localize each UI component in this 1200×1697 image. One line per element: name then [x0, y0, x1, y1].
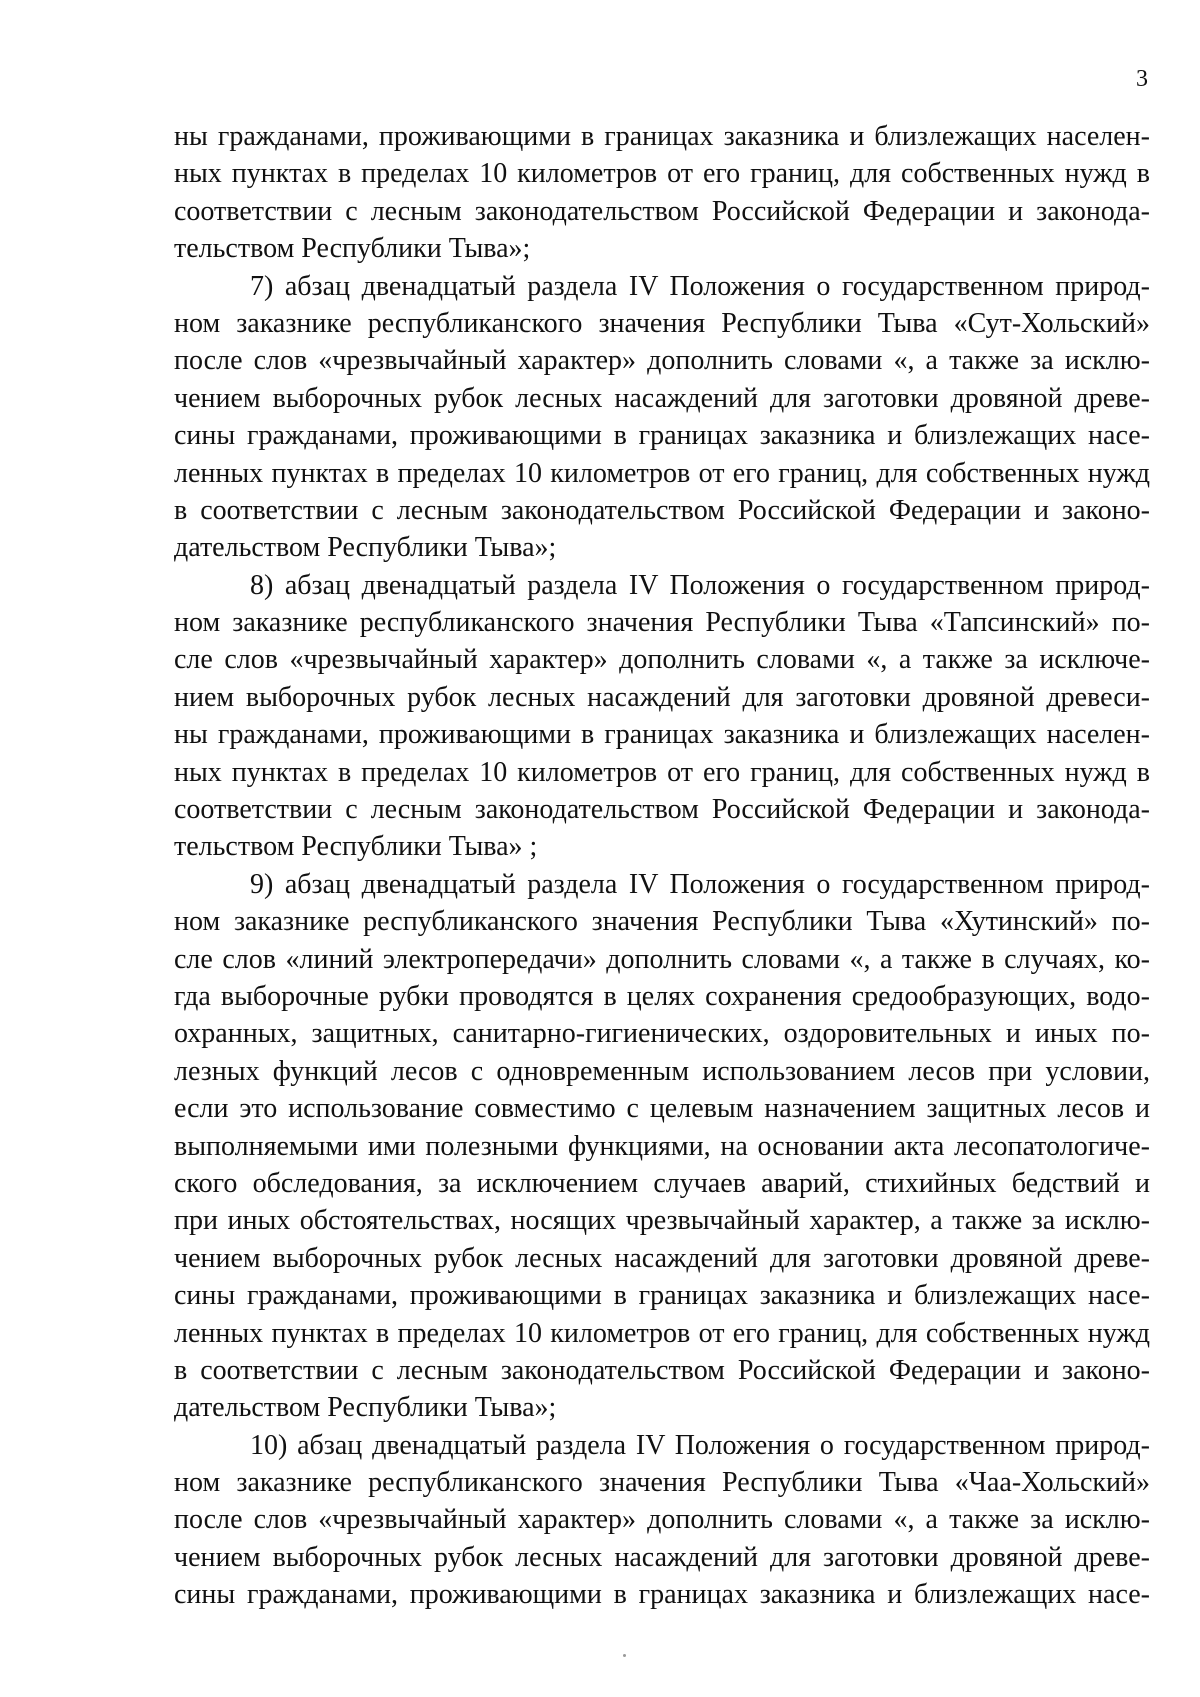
text-line: ном заказнике республиканского значения Республики Тыва «Тапсинский» по- — [174, 607, 1150, 639]
paragraph-4 — [174, 866, 1150, 1427]
text-line: дательством Республики Тыва»; — [174, 1392, 557, 1424]
text-line: после слов «чрезвычайный характер» дополнить словами «, а также за исклю- — [174, 1504, 1150, 1536]
text-line: ского обследования, за исключением случаев аварий, стихийных бедствий и — [174, 1167, 1150, 1199]
text-line: охранных, защитных, санитарно-гигиенических, оздоровительных и иных по- — [174, 1018, 1150, 1050]
text-line: при иных обстоятельствах, носящих чрезвычайный характер, а также за исклю- — [174, 1205, 1150, 1237]
paragraph-3 — [174, 567, 1150, 866]
text-line: в соответствии с лесным законодательством Российской Федерации и законо- — [174, 1354, 1150, 1386]
text-line: сины гражданами, проживающими в границах заказника и близлежащих насе- — [174, 1579, 1150, 1611]
text-line: ленных пунктах в пределах 10 километров от его границ, для собственных нужд — [174, 457, 1150, 489]
document-body — [174, 118, 1150, 1614]
text-line: если это использование совместимо с целевым назначением защитных лесов и — [174, 1093, 1150, 1125]
text-line: чением выборочных рубок лесных насаждений для заготовки дровяной древе- — [174, 1541, 1150, 1573]
text-line: ны гражданами, проживающими в границах заказника и близлежащих населен- — [174, 121, 1150, 152]
paragraph-1 — [174, 118, 1150, 268]
text-line: сины гражданами, проживающими в границах заказника и близлежащих насе- — [174, 1280, 1150, 1312]
text-line: соответствии с лесным законодательством Российской Федерации и законода- — [174, 195, 1150, 227]
text-line: ны гражданами, проживающими в границах заказника и близлежащих населен- — [174, 719, 1150, 751]
text-line: чением выборочных рубок лесных насаждений для заготовки дровяной древе- — [174, 382, 1150, 414]
text-line: 9) абзац двенадцатый раздела IV Положения о государственном природ- — [250, 868, 1150, 900]
text-line: сле слов «линий электропередачи» дополнить словами «, а также в случаях, ко- — [174, 943, 1150, 975]
paragraph-2 — [174, 268, 1150, 567]
text-line: сле слов «чрезвычайный характер» дополнить словами «, а также за исключе- — [174, 644, 1150, 676]
text-line: тельством Республики Тыва» ; — [174, 831, 538, 863]
text-line: ных пунктах в пределах 10 километров от его границ, для собственных нужд в — [174, 756, 1150, 788]
text-line: чением выборочных рубок лесных насаждений для заготовки дровяной древе- — [174, 1242, 1150, 1274]
text-line: 8) абзац двенадцатый раздела IV Положения о государственном природ- — [250, 569, 1150, 601]
text-line: ных пунктах в пределах 10 километров от его границ, для собственных нужд в — [174, 158, 1150, 190]
text-line: ном заказнике республиканского значения Республики Тыва «Хутинский» по- — [174, 906, 1150, 938]
text-line: тельством Республики Тыва»; — [174, 233, 531, 265]
text-line: нием выборочных рубок лесных насаждений для заготовки дровяной древеси- — [174, 681, 1150, 713]
text-line: соответствии с лесным законодательством Российской Федерации и законода- — [174, 794, 1150, 826]
text-line: ленных пунктах в пределах 10 километров от его границ, для собственных нужд — [174, 1317, 1150, 1349]
text-line: ном заказнике республиканского значения Республики Тыва «Чаа-Хольский» — [174, 1467, 1150, 1499]
page-number: 3 — [1136, 66, 1148, 92]
text-line: после слов «чрезвычайный характер» дополнить словами «, а также за исклю- — [174, 345, 1150, 377]
text-line: выполняемыми ими полезными функциями, на основании акта лесопатологиче- — [174, 1130, 1150, 1162]
text-line: лезных функций лесов с одновременным использованием лесов при условии, — [174, 1055, 1150, 1087]
paragraph-5 — [174, 1427, 1150, 1614]
text-line: 7) абзац двенадцатый раздела IV Положения о государственном природ- — [250, 270, 1150, 302]
text-line: в соответствии с лесным законодательством Российской Федерации и законо- — [174, 494, 1150, 526]
text-line: сины гражданами, проживающими в границах заказника и близлежащих насе- — [174, 420, 1150, 452]
text-line: дательством Республики Тыва»; — [174, 532, 557, 564]
text-line: 10) абзац двенадцатый раздела IV Положения о государственном природ- — [250, 1429, 1150, 1461]
scan-speck — [623, 1654, 626, 1657]
text-line: гда выборочные рубки проводятся в целях сохранения средообразующих, водо- — [174, 980, 1150, 1012]
text-line: ном заказнике республиканского значения Республики Тыва «Сут-Хольский» — [174, 307, 1150, 339]
